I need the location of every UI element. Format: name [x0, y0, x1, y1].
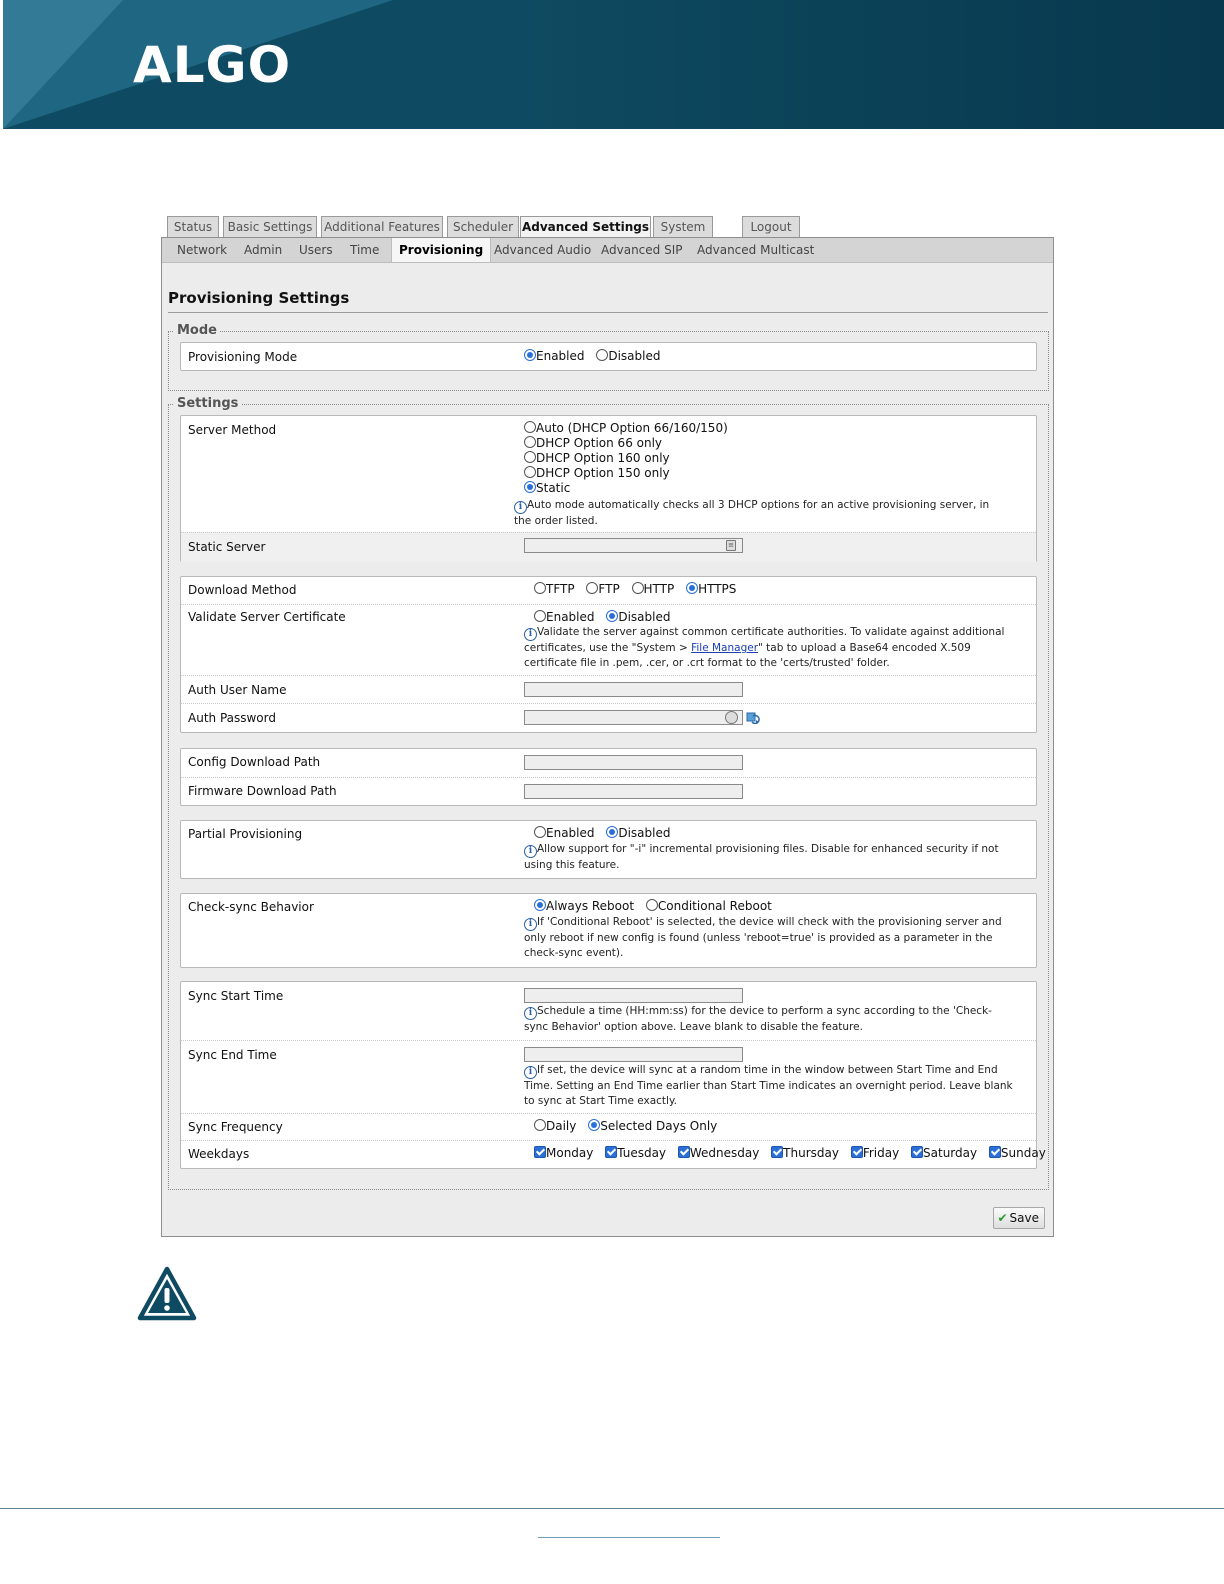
auth-user-input[interactable]: [524, 682, 743, 697]
generate-password-icon[interactable]: [746, 711, 760, 724]
subtab-provisioning[interactable]: Provisioning: [391, 238, 491, 262]
tab-logout[interactable]: Logout: [742, 216, 800, 237]
tab-status[interactable]: Status: [167, 216, 219, 237]
subtab-advanced-audio[interactable]: Advanced Audio: [494, 243, 592, 257]
server-group: [180, 415, 1037, 562]
firmware-path-row: [181, 777, 1036, 806]
tab-additional-features[interactable]: Additional Features: [321, 216, 443, 237]
sync-start-label: Sync Start Time: [188, 989, 284, 1003]
page-title: Provisioning Settings: [168, 289, 350, 307]
title-divider: [168, 312, 1048, 313]
sub-tab-bar: [162, 238, 1053, 263]
mode-legend: Mode: [174, 323, 220, 338]
partial-row: [181, 821, 1036, 878]
partial-note: i Allow support for "-i" incremental provisioning files. Disable for enhanced security if not using this feature.: [524, 843, 999, 871]
server-method-dhcp160-radio[interactable]: DHCP Option 160 only: [524, 451, 670, 466]
sync-daily-radio[interactable]: Daily: [534, 1119, 576, 1133]
settings-frame: [161, 237, 1054, 1237]
auth-password-input[interactable]: [524, 710, 743, 725]
sync-end-note: i If set, the device will sync at a random time in the window between Start Time and End Time. Setting an End Time earlier than Start Time indicates an overnight period. Leave blank to sync at Start Time exactly.: [524, 1064, 1013, 1107]
partial-label: Partial Provisioning: [188, 827, 303, 841]
partial-enabled-radio[interactable]: Enabled: [534, 826, 595, 840]
info-icon: i: [524, 628, 537, 641]
mode-group: [180, 342, 1037, 371]
server-method-auto-radio[interactable]: Auto (DHCP Option 66/160/150): [524, 421, 728, 436]
validate-cert-disabled-radio[interactable]: Disabled: [606, 610, 670, 624]
firmware-path-label: Firmware Download Path: [188, 784, 337, 798]
server-method-label: Server Method: [188, 423, 277, 437]
checksync-group: [180, 893, 1037, 968]
sync-start-note: i Schedule a time (HH:mm:ss) for the device to perform a sync according to the 'Check-sync Behavior' option above. Leave blank to disable the feature.: [524, 1005, 992, 1033]
static-server-row: [181, 532, 1036, 562]
settings-legend: Settings: [174, 396, 241, 411]
sync-start-input[interactable]: [524, 988, 743, 1003]
paths-group: [180, 748, 1037, 806]
weekday-saturday-checkbox[interactable]: Saturday: [911, 1146, 977, 1160]
checksync-note: i If 'Conditional Reboot' is selected, the device will check with the provisioning server and only reboot if new config is found (unless 'reboot=true' is provided as a parameter in the check-sync event).: [524, 916, 1002, 959]
server-method-dhcp150-radio[interactable]: DHCP Option 150 only: [524, 466, 670, 481]
file-manager-link[interactable]: File Manager: [691, 642, 759, 654]
info-icon: i: [524, 1066, 537, 1079]
info-icon: i: [524, 1007, 537, 1020]
config-path-input[interactable]: [524, 755, 743, 770]
checksync-row: [181, 894, 1036, 967]
sync-frequency-row: [181, 1113, 1036, 1141]
provisioning-disabled-radio[interactable]: Disabled: [596, 349, 660, 363]
info-icon: i: [514, 501, 527, 514]
subtab-time[interactable]: Time: [350, 243, 380, 257]
subtab-advanced-multicast[interactable]: Advanced Multicast: [697, 243, 815, 257]
weekdays-row: [181, 1140, 1046, 1169]
subtab-advanced-sip[interactable]: Advanced SIP: [601, 243, 683, 257]
sync-end-row: [181, 1040, 1036, 1114]
server-method-note: i Auto mode automatically checks all 3 DHCP options for an active provisioning server, in the order listed.: [514, 499, 990, 527]
weekdays-label: Weekdays: [188, 1147, 250, 1161]
tab-advanced-settings[interactable]: Advanced Settings: [520, 216, 651, 239]
validate-cert-row: [181, 604, 1036, 676]
weekday-friday-checkbox[interactable]: Friday: [851, 1146, 899, 1160]
always-reboot-radio[interactable]: Always Reboot: [534, 899, 634, 913]
sync-end-input[interactable]: [524, 1047, 743, 1062]
info-icon: i: [524, 918, 537, 931]
footer-link-underline: [538, 1537, 720, 1538]
download-http-radio[interactable]: HTTP: [632, 582, 675, 596]
subtab-network[interactable]: Network: [177, 243, 228, 257]
weekday-tuesday-checkbox[interactable]: Tuesday: [605, 1146, 666, 1160]
subtab-admin[interactable]: Admin: [244, 243, 283, 257]
partial-group: [180, 820, 1037, 879]
auth-user-label: Auth User Name: [188, 683, 287, 697]
weekday-wednesday-checkbox[interactable]: Wednesday: [678, 1146, 759, 1160]
server-method-static-radio[interactable]: Static: [524, 481, 570, 496]
tab-system[interactable]: System: [653, 216, 713, 237]
header-banner: [3, 0, 1224, 129]
password-key-icon: [725, 711, 738, 724]
server-method-dhcp66-radio[interactable]: DHCP Option 66 only: [524, 436, 662, 451]
download-ftp-radio[interactable]: FTP: [586, 582, 619, 596]
download-group: [180, 576, 1037, 733]
subtab-users[interactable]: Users: [299, 243, 333, 257]
save-button[interactable]: ✔ Save: [993, 1207, 1045, 1229]
web-ui-panel: [161, 216, 1054, 1236]
download-tftp-radio[interactable]: TFTP: [534, 582, 575, 596]
sync-frequency-label: Sync Frequency: [188, 1120, 283, 1134]
checkmark-icon: ✔: [997, 1211, 1008, 1225]
provisioning-mode-label: Provisioning Mode: [188, 350, 298, 364]
sync-start-row: [181, 982, 1036, 1040]
firmware-path-input[interactable]: [524, 784, 743, 799]
auth-password-label: Auth Password: [188, 711, 276, 725]
provisioning-mode-row: [181, 343, 1036, 370]
banner-shade: [524, 0, 1224, 129]
input-menu-icon: ≡: [726, 540, 736, 551]
auth-password-row: [181, 703, 1036, 733]
sync-group: [180, 981, 1046, 1169]
warning-icon: [137, 1266, 197, 1322]
validate-cert-note: i Validate the server against common certificate authorities. To validate against additional certificates, use the "System > File Manager" tab to upload a Base64 encoded X.509 certificate file in .pem, .cer, or .crt format to the 'certs/trusted' folder.: [524, 626, 1005, 669]
algo-logo: ALGO: [133, 36, 292, 94]
static-server-input[interactable]: [524, 538, 743, 553]
validate-cert-enabled-radio[interactable]: Enabled: [534, 610, 595, 624]
auth-user-row: [181, 675, 1036, 704]
info-icon: i: [524, 845, 537, 858]
tab-basic-settings[interactable]: Basic Settings: [223, 216, 317, 237]
server-method-row: [181, 416, 1036, 532]
checksync-label: Check-sync Behavior: [188, 900, 314, 914]
weekday-thursday-checkbox[interactable]: Thursday: [771, 1146, 839, 1160]
config-path-row: [181, 749, 1036, 777]
static-server-label: Static Server: [188, 540, 266, 554]
weekday-monday-checkbox[interactable]: Monday: [534, 1146, 593, 1160]
sync-selected-days-radio[interactable]: Selected Days Only: [588, 1119, 717, 1133]
provisioning-enabled-radio[interactable]: Enabled: [524, 349, 585, 363]
footer-divider: [0, 1508, 1224, 1509]
download-method-label: Download Method: [188, 583, 297, 597]
config-path-label: Config Download Path: [188, 755, 321, 769]
sync-end-label: Sync End Time: [188, 1048, 277, 1062]
partial-disabled-radio[interactable]: Disabled: [606, 826, 670, 840]
validate-cert-label: Validate Server Certificate: [188, 610, 346, 624]
download-https-radio[interactable]: HTTPS: [686, 582, 736, 596]
weekday-sunday-checkbox[interactable]: Sunday: [989, 1146, 1046, 1160]
tab-scheduler[interactable]: Scheduler: [447, 216, 519, 237]
conditional-reboot-radio[interactable]: Conditional Reboot: [646, 899, 772, 913]
download-method-row: [181, 577, 1036, 604]
